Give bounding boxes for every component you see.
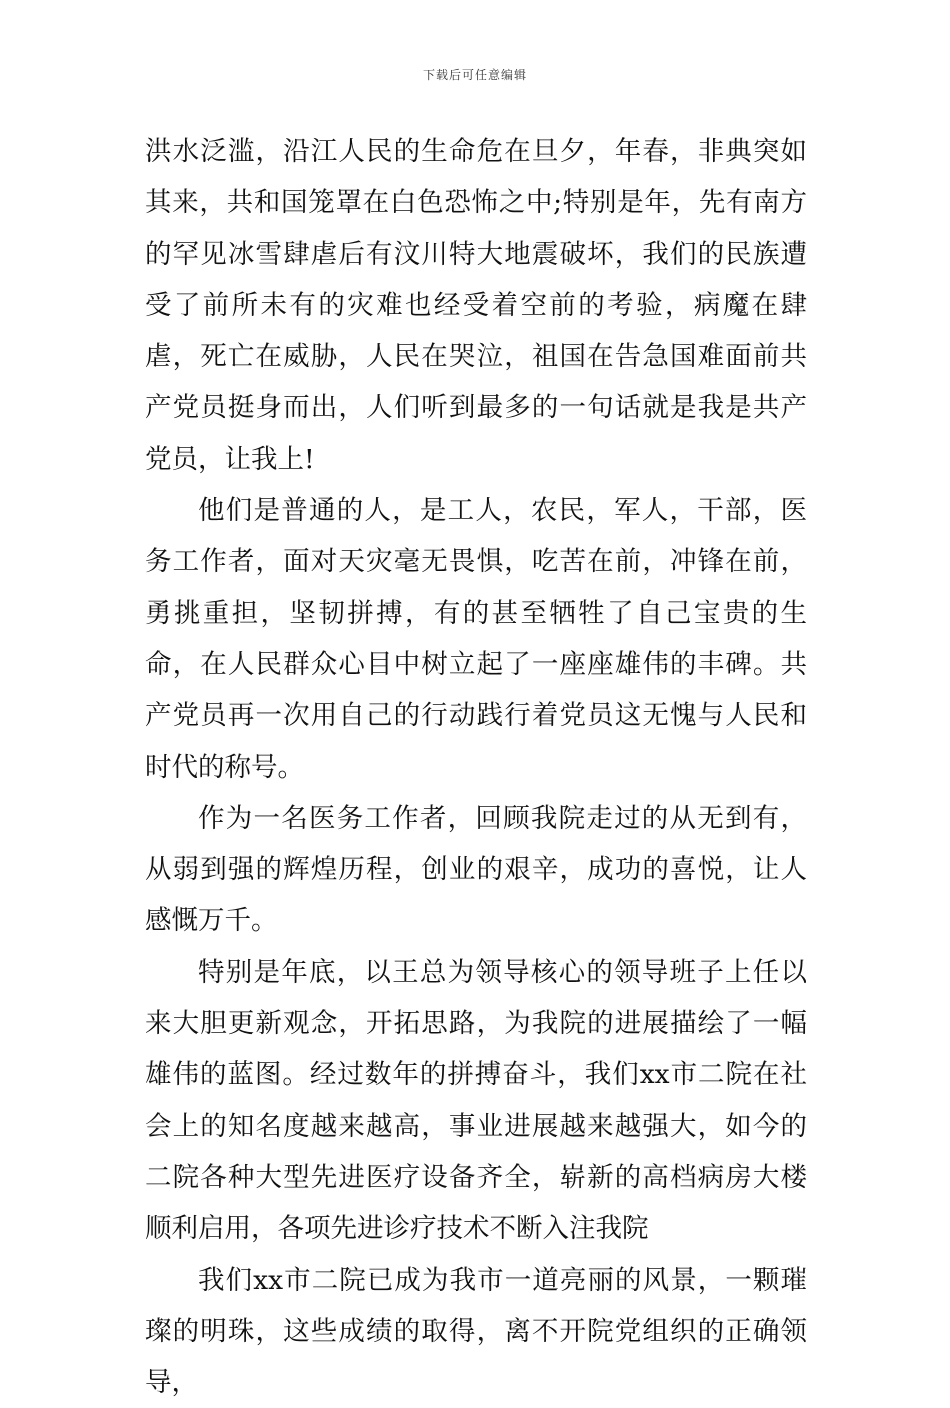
paragraph-1: 洪水泛滥，沿江人民的生命危在旦夕，年春，非典突如其来，共和国笼罩在白色恐怖之中;特别是年，先有南方的罕见冰雪肆虐后有汶川特大地震破坏，我们的民族遭受了前所未有的灾难也经受着空前的考验，病魔在肆虐，死亡在威胁，人民在哭泣，祖国在告急国难面前共产党员挺身而出，人们听到最多的一句话就是我是共产党员，让我上! [145, 136, 807, 475]
document-body [145, 126, 807, 1408]
paragraph-2: 他们是普通的人，是工人，农民，军人，干部，医务工作者，面对天灾毫无畏惧，吃苦在前，冲锋在前，勇挑重担，坚韧拼搏，有的甚至牺牲了自己宝贵的生命，在人民群众心目中树立起了一座座雄伟的丰碑。共产党员再一次用自己的行动践行着党员这无愧与人民和时代的称号。 [145, 495, 807, 783]
paragraph-3: 作为一名医务工作者，回顾我院走过的从无到有，从弱到强的辉煌历程，创业的艰辛，成功的喜悦，让人感慨万千。 [145, 802, 807, 937]
paragraph-4: 特别是年底，以王总为领导核心的领导班子上任以来大胆更新观念，开拓思路，为我院的进展描绘了一幅雄伟的蓝图。经过数年的拼搏奋斗，我们xx市二院在社会上的知名度越来越高，事业进展越来越强大，如今的二院各种大型先进医疗设备齐全，崭新的高档病房大楼顺利启用，各项先进诊疗技术不断入注我院 [145, 956, 807, 1245]
header-note: 下载后可任意编辑 [422, 68, 527, 82]
paragraph-5: 我们xx市二院已成为我市一道亮丽的风景，一颗璀璨的明珠，这些成绩的取得，离不开院党组织的正确领导， [145, 1264, 807, 1399]
